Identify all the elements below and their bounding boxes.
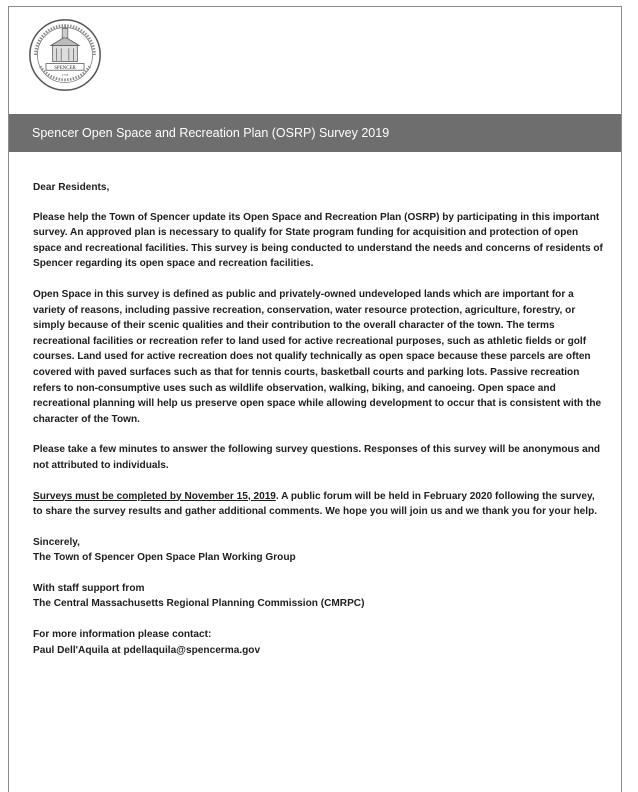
- deadline-followup: . A public forum will be held in February 2020 following the survey, to share the survey results and gather additional comments. We hope you will join us and we thank you for your help.: [33, 490, 598, 518]
- closing: Sincerely,: [33, 536, 80, 548]
- svg-text:1753: 1753: [61, 72, 69, 77]
- instructions-paragraph: Please take a few minutes to answer the following survey questions. Responses of this survey will be anonymous and not attributed to individuals.: [33, 444, 601, 471]
- intro-paragraph: Please help the Town of Spencer update its Open Space and Recreation Plan (OSRP) by participating in this important survey. An approved plan is necessary to qualify for State program funding for acquisition and protection of open space and recreational facilities. This survey is being conducted to understand the needs and concerns of residents of Spencer regarding its open space and recreation facilities.: [33, 211, 603, 270]
- town-seal-icon: [27, 17, 103, 93]
- greeting: Dear Residents,: [33, 182, 110, 193]
- deadline-paragraph: [33, 489, 605, 520]
- signature: The Town of Spencer Open Space Plan Working Group: [33, 552, 296, 564]
- seal-center-text: SPENCER: [54, 66, 76, 72]
- support-org: The Central Massachusetts Regional Planning Commission (CMRPC): [33, 598, 365, 610]
- contact-line[interactable]: Paul Dell'Aquila at pdellaquila@spencerma.gov: [33, 644, 261, 656]
- letter-body: [33, 180, 605, 658]
- support-label: With staff support from: [33, 582, 145, 594]
- definition-paragraph: Open Space in this survey is defined as public and privately-owned undeveloped lands which are important for a variety of reasons, including passive recreation, conservation, water resource protection, agriculture, forestry, or simply because of their scenic qualities and their contribution to the overall character of the town. The terms recreational facilities or recreation refer to land used for active recreational purposes, such as athletic fields or golf courses. Land used for active recreation does not qualify technically as open space because these parcels are often covered with paved surfaces such as that for tennis courts, basketball courts and parking lots. Passive recreation refers to non-consumptive uses such as wildlife observation, walking, biking, and canoeing. Open space and recreational planning will help us preserve open space while allowing development to occur that is consistent with the character of the Town.: [33, 288, 602, 425]
- survey-title-banner: Spencer Open Space and Recreation Plan (OSRP) Survey 2019: [9, 114, 621, 152]
- deadline-text: Surveys must be completed by November 15, 2019: [33, 490, 276, 502]
- survey-page: [8, 6, 622, 792]
- contact-label: For more information please contact:: [33, 629, 212, 641]
